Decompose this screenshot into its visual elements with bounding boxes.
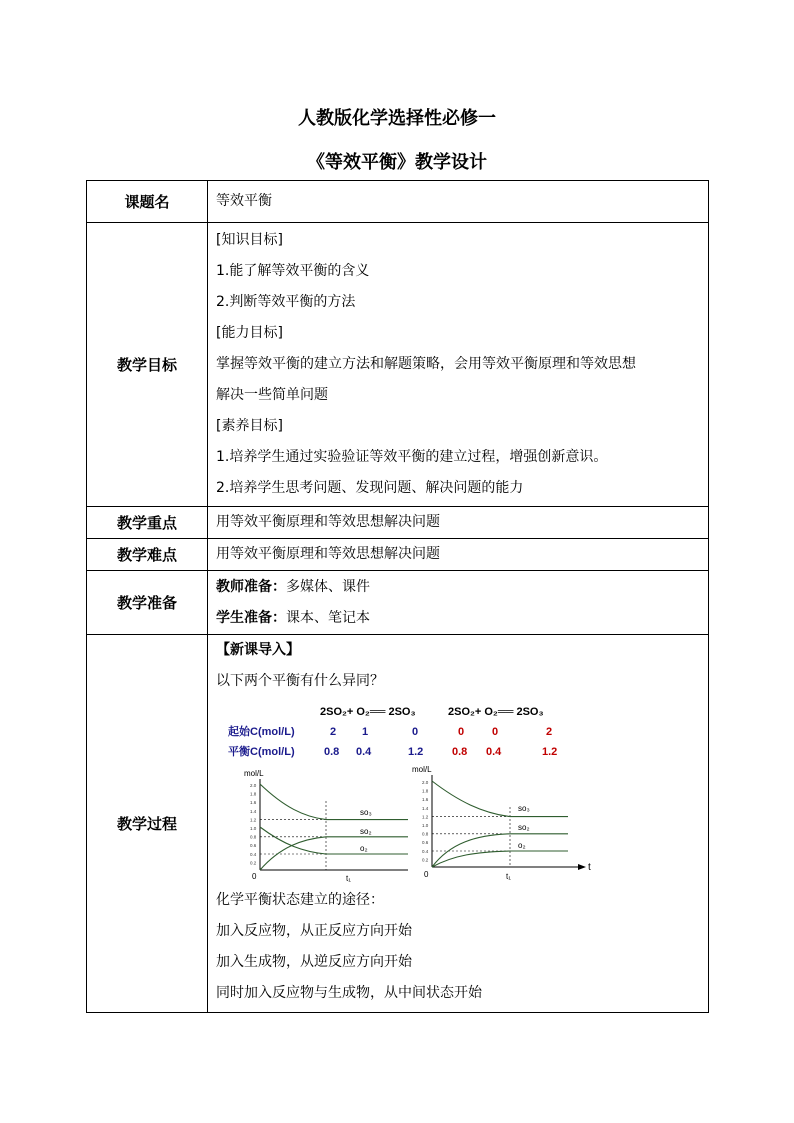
y-axis-label: mol/L (244, 769, 264, 778)
y-tick: 1.8 (422, 788, 429, 794)
objective-line: [能力目标] (216, 325, 283, 341)
y-tick: 0.4 (422, 848, 429, 854)
origin-label: 0 (252, 872, 257, 881)
difficulty-value (208, 539, 709, 571)
key-point-value (208, 507, 709, 539)
eq-value: 0.4 (356, 746, 372, 758)
y-tick: 0.6 (422, 840, 429, 846)
objective-line: 1.培养学生通过实验验证等效平衡的建立过程，增强创新意识。 (216, 449, 608, 465)
key-point-text: 用等效平衡原理和等效思想解决问题 (216, 514, 440, 530)
process-content (208, 635, 709, 1013)
process-line: 同时加入反应物与生成物，从中间状态开始 (216, 985, 482, 1001)
eq-value: 0.8 (452, 746, 468, 758)
x-axis-label: t (588, 862, 591, 873)
section-title: 【新课导入】 (216, 642, 300, 658)
topic-value (208, 181, 709, 223)
objective-line: 2.判断等效平衡的方法 (216, 294, 356, 310)
start-row-label: 起始C(mol/L) (228, 726, 295, 738)
equation-2: 2SO₂+ O₂══ 2SO₃ (448, 706, 544, 718)
difficulty-label: 教学难点 (87, 539, 208, 571)
objective-line: 1.能了解等效平衡的含义 (216, 263, 370, 279)
objective-line: 掌握等效平衡的建立方法和解题策略，会用等效平衡原理和等效思想 (216, 356, 636, 372)
eq-value: 1.2 (542, 746, 558, 758)
equilibrium-row-label: 平衡C(mol/L) (228, 746, 295, 758)
process-line: 加入生成物，从逆反应方向开始 (216, 954, 412, 970)
row-objectives (87, 223, 709, 507)
objective-line: 解决一些简单问题 (216, 387, 328, 403)
y-tick: 1.6 (422, 797, 429, 803)
objectives-label: 教学目标 (87, 223, 208, 507)
y-tick: 0.4 (250, 851, 257, 857)
lesson-plan-table (86, 180, 709, 1013)
student-prep-value: 课本、笔记本 (286, 609, 370, 626)
document-subtitle: 《等效平衡》教学设计 (307, 152, 487, 173)
y-tick-labels (422, 780, 429, 862)
objective-line: 2.培养学生思考问题、发现问题、解决问题的能力 (216, 480, 524, 496)
y-axis-label: mol/L (412, 765, 432, 774)
equation-1: 2SO₂+ O₂══ 2SO₃ (320, 706, 416, 718)
y-tick: 0.8 (422, 831, 429, 837)
series-label-o2: o₂ (518, 841, 526, 850)
student-prep-label: 学生准备： (216, 609, 286, 626)
curve-o2 (260, 827, 408, 854)
graph-left (244, 769, 408, 883)
objective-line: [素养目标] (216, 418, 283, 434)
row-topic (87, 181, 709, 223)
row-preparation (87, 571, 709, 635)
teacher-prep-label: 教师准备： (216, 578, 286, 595)
y-tick: 1.4 (422, 805, 429, 811)
origin-label: 0 (424, 870, 429, 879)
process-question: 以下两个平衡有什么异同？ (216, 673, 384, 689)
curves (432, 781, 568, 867)
y-tick-labels (250, 783, 257, 865)
start-value: 2 (546, 726, 553, 738)
series-label-so3: so₃ (360, 808, 372, 817)
series-label-so3: so₃ (518, 804, 530, 813)
start-value: 1 (362, 726, 369, 738)
y-tick: 1.2 (250, 817, 257, 823)
curve-o2 (432, 851, 568, 867)
topic-label: 课题名 (87, 181, 208, 223)
eq-value: 0.4 (486, 746, 502, 758)
y-tick: 0.8 (250, 834, 257, 840)
y-tick: 1.2 (422, 814, 429, 820)
eq-value: 1.2 (408, 746, 424, 758)
document-title: 人教版化学选择性必修一 (298, 108, 496, 129)
t1-label: t₁ (346, 874, 351, 883)
row-key-point (87, 507, 709, 539)
key-point-label: 教学重点 (87, 507, 208, 539)
row-difficulty (87, 539, 709, 571)
graph-right (412, 765, 591, 881)
y-tick: 0.2 (422, 857, 429, 863)
start-value: 0 (458, 726, 465, 738)
series-label-o2: o₂ (360, 844, 368, 853)
y-tick: 1.8 (250, 791, 257, 797)
curves (260, 784, 408, 870)
series-label-so2: so₂ (360, 827, 372, 836)
row-process (87, 635, 709, 1013)
preparation-label: 教学准备 (87, 571, 208, 635)
y-tick: 2.0 (250, 783, 257, 788)
process-label: 教学过程 (87, 635, 208, 1013)
topic-text: 等效平衡 (216, 193, 272, 209)
preparation-content (208, 571, 709, 635)
curve-so3 (260, 784, 408, 820)
t1-label: t₁ (506, 872, 511, 881)
objective-line: [知识目标] (216, 232, 283, 248)
curve-so2 (432, 834, 568, 867)
start-value: 2 (330, 726, 337, 738)
y-tick: 2.0 (422, 780, 429, 785)
y-tick: 1.0 (422, 823, 429, 828)
series-label-so2: so₂ (518, 823, 530, 832)
student-prep-line (208, 603, 708, 634)
y-tick: 1.4 (250, 808, 257, 814)
guide-lines (432, 807, 510, 867)
y-tick: 1.0 (250, 826, 257, 831)
process-line: 加入反应物，从正反应方向开始 (216, 923, 412, 939)
equilibrium-figure (214, 697, 614, 885)
y-tick: 1.6 (250, 800, 257, 806)
y-tick: 0.2 (250, 860, 257, 866)
difficulty-text: 用等效平衡原理和等效思想解决问题 (216, 546, 440, 562)
y-tick: 0.6 (250, 843, 257, 849)
x-axis-arrow-icon (578, 864, 586, 870)
teacher-prep-value: 多媒体、课件 (286, 578, 370, 595)
start-value: 0 (412, 726, 419, 738)
process-line: 化学平衡状态建立的途径： (216, 892, 384, 908)
teacher-prep-line (208, 572, 708, 603)
start-value: 0 (492, 726, 499, 738)
curve-so3 (432, 781, 568, 817)
objectives-content (208, 223, 709, 507)
eq-value: 0.8 (324, 746, 340, 758)
